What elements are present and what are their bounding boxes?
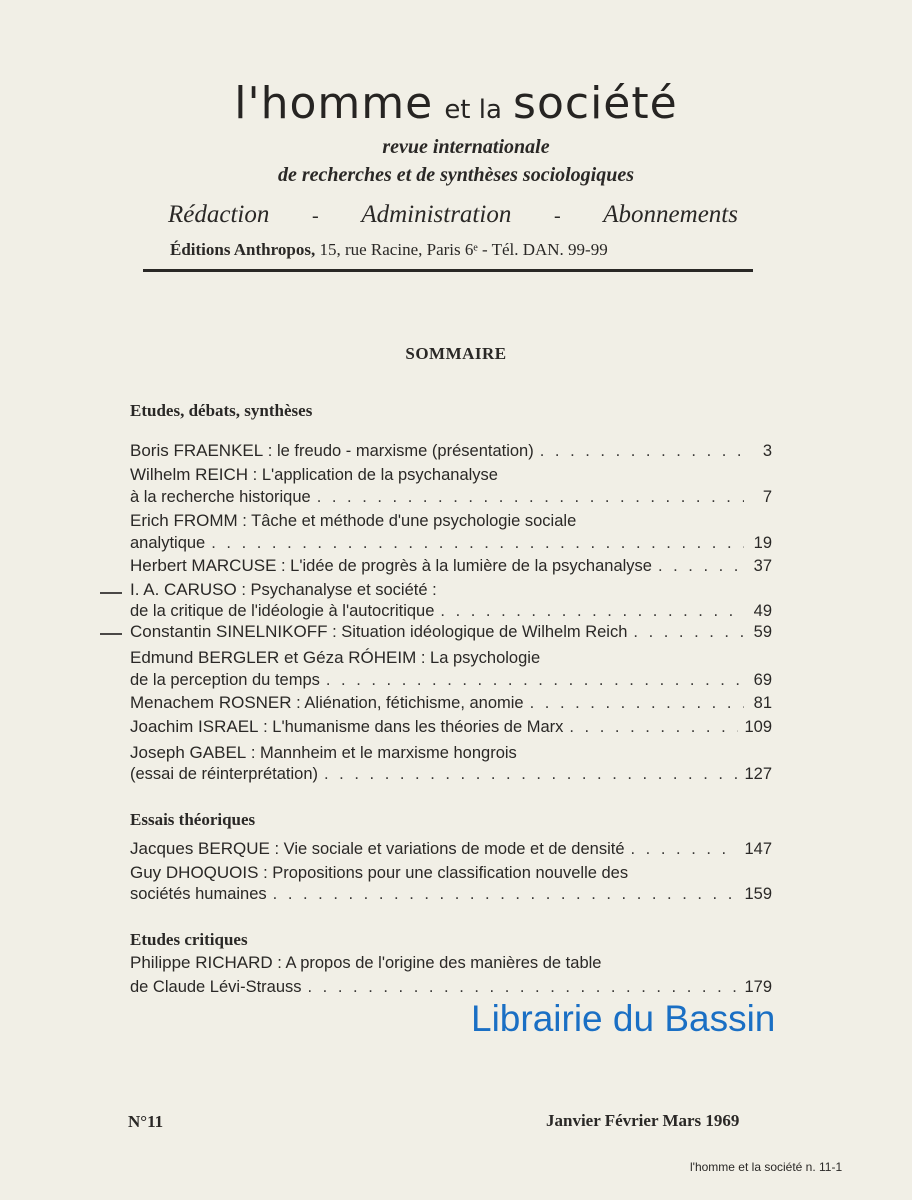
toc-entry xyxy=(130,622,772,642)
service-redaction: Rédaction xyxy=(168,201,270,228)
entry-author: Wilhelm REICH xyxy=(130,465,249,484)
toc-entry xyxy=(130,441,772,461)
entry-page: 109 xyxy=(744,718,772,736)
dot-leader xyxy=(273,884,739,904)
entry-page: 127 xyxy=(744,765,772,783)
entry-title-continued: à la recherche historique xyxy=(130,488,311,506)
toc-entry-continuation xyxy=(130,670,772,690)
entry-page: 3 xyxy=(762,442,772,460)
publisher-name: Éditions Anthropos, xyxy=(170,240,316,259)
dot-leader xyxy=(211,533,744,553)
entry-author: Philippe RICHARD xyxy=(130,953,273,972)
service-separator: - xyxy=(553,205,561,227)
service-abonnements: Abonnements xyxy=(603,201,738,228)
entry-page: 69 xyxy=(753,671,772,689)
publisher-address xyxy=(170,240,740,260)
toc-entry xyxy=(130,953,772,973)
section-heading: Etudes, débats, synthèses xyxy=(130,401,313,420)
entry-title-continued: de Claude Lévi-Strauss xyxy=(130,978,302,996)
entry-title-continued: analytique xyxy=(130,534,206,552)
entry-author: Joseph GABEL xyxy=(130,743,247,762)
entry-title-continued: sociétés humaines xyxy=(130,885,267,903)
entry-page: 49 xyxy=(753,602,772,620)
entry-title: : le freudo - marxisme (présentation) xyxy=(267,442,534,460)
journal-title-part2: et la xyxy=(444,95,502,125)
issue-date: Janvier Février Mars 1969 xyxy=(546,1111,740,1130)
section-heading: Etudes critiques xyxy=(130,930,248,949)
toc-entry xyxy=(130,693,772,713)
toc-entry-continuation xyxy=(130,764,772,784)
publisher-address-detail: 15, rue Racine, Paris 6ᵉ - Tél. DAN. 99-99 xyxy=(315,240,608,259)
entry-title: : Situation idéologique de Wilhelm Reich xyxy=(332,623,628,641)
entry-title: : Vie sociale et variations de mode et de densité xyxy=(274,840,625,858)
entry-title: : L'application de la psychanalyse xyxy=(252,466,498,484)
dot-leader xyxy=(317,487,744,507)
toc-entry xyxy=(130,511,772,531)
dot-leader xyxy=(308,977,739,997)
entry-page: 7 xyxy=(762,488,772,506)
entry-author: Guy DHOQUOIS xyxy=(130,863,259,882)
entry-title: : Aliénation, fétichisme, anomie xyxy=(296,694,524,712)
journal-title-part3: société xyxy=(513,78,678,129)
service-administration: Administration xyxy=(361,201,512,228)
dot-leader xyxy=(440,601,744,621)
toc-entry xyxy=(130,556,772,576)
toc-entry xyxy=(130,743,772,763)
entry-author: Erich FROMM xyxy=(130,511,238,530)
entry-title: : L'humanisme dans les théories de Marx xyxy=(263,718,564,736)
entry-title: : Propositions pour une classification nouvelle des xyxy=(263,864,629,882)
entry-page: 81 xyxy=(753,694,772,712)
toc-entry-continuation xyxy=(130,977,772,997)
header-divider xyxy=(143,269,753,272)
entry-title-continued: de la perception du temps xyxy=(130,671,320,689)
toc-entry xyxy=(130,465,772,485)
entry-page: 37 xyxy=(753,557,772,575)
services-line xyxy=(168,201,738,229)
entry-title: : Mannheim et le marxisme hongrois xyxy=(250,744,517,762)
entry-page: 179 xyxy=(744,978,772,996)
service-separator: - xyxy=(312,205,319,227)
entry-page: 147 xyxy=(744,840,772,858)
journal-subtitle-line1: revue internationale xyxy=(382,136,550,158)
toc-entry xyxy=(130,648,772,668)
entry-author: Menachem ROSNER xyxy=(130,693,292,712)
dot-leader xyxy=(631,839,739,859)
toc-entry-continuation xyxy=(130,533,772,553)
entry-page: 159 xyxy=(744,885,772,903)
dot-leader xyxy=(530,693,744,713)
entry-title: : Psychanalyse et société : xyxy=(241,581,437,599)
toc-entry xyxy=(130,717,772,737)
toc-entry xyxy=(130,863,772,883)
dot-leader xyxy=(658,556,744,576)
entry-page: 19 xyxy=(753,534,772,552)
dot-leader xyxy=(540,441,744,461)
entry-title: : L'idée de progrès à la lumière de la psychanalyse xyxy=(281,557,652,575)
toc-entry-continuation xyxy=(130,884,772,904)
margin-pen-mark xyxy=(100,633,122,635)
section-heading: Essais théoriques xyxy=(130,810,256,829)
dot-leader xyxy=(324,764,738,784)
issue-number: N°11 xyxy=(128,1112,164,1131)
entry-author: Constantin SINELNIKOFF xyxy=(130,622,328,641)
toc-entry-continuation xyxy=(130,601,772,621)
entry-page: 59 xyxy=(753,623,772,641)
toc-entry xyxy=(130,839,772,859)
dot-leader xyxy=(569,717,738,737)
entry-author: Herbert MARCUSE xyxy=(130,556,277,575)
journal-title-part1: l'homme xyxy=(234,78,434,129)
entry-author: Edmund BERGLER et Géza RÓHEIM xyxy=(130,648,417,667)
dot-leader xyxy=(633,622,744,642)
footer-reference: l'homme et la société n. 11-1 xyxy=(690,1160,843,1174)
journal-subtitle-line2: de recherches et de synthèses sociologiques xyxy=(277,164,635,186)
toc-entry xyxy=(130,580,772,600)
entry-author: Joachim ISRAEL xyxy=(130,717,259,736)
margin-pen-mark xyxy=(100,592,122,594)
entry-title: : Tâche et méthode d'une psychologie sociale xyxy=(242,512,577,530)
entry-title-continued: (essai de réinterprétation) xyxy=(130,765,319,783)
dot-leader xyxy=(326,670,744,690)
entry-title: : La psychologie xyxy=(420,649,541,667)
contents-title: SOMMAIRE xyxy=(405,344,507,363)
entry-author: Boris FRAENKEL xyxy=(130,441,264,460)
toc-entry-continuation xyxy=(130,487,772,507)
entry-title-continued: de la critique de l'idéologie à l'autocritique xyxy=(130,602,435,620)
journal-title xyxy=(0,78,912,129)
entry-title: : A propos de l'origine des manières de table xyxy=(277,954,602,972)
entry-author: I. A. CARUSO xyxy=(130,580,237,599)
bookseller-watermark: Librairie du Bassin xyxy=(471,998,776,1039)
entry-author: Jacques BERQUE xyxy=(130,839,270,858)
